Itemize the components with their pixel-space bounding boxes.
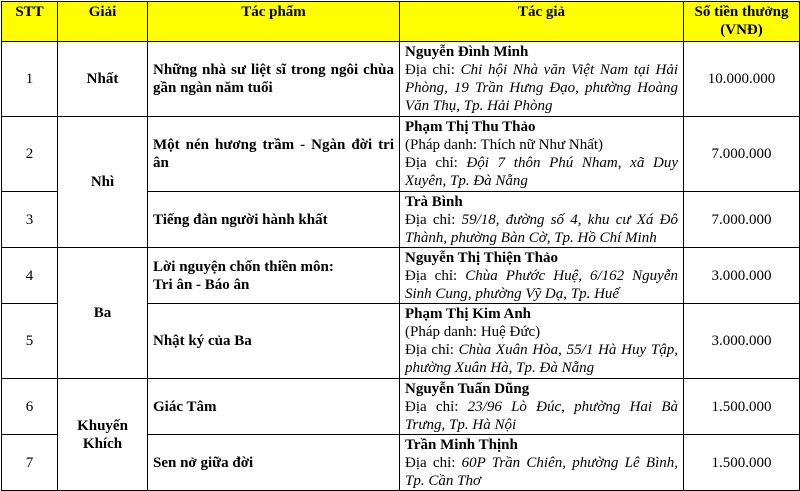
author-address: Chi hội Nhà văn Việt Nam tại Hải Phòng, 19 Trần Hưng Đạo, phường Hoàng Văn Thụ, Tp. Hải Phòng: [405, 62, 678, 114]
work-title: Nhật ký của Ba: [148, 304, 400, 379]
author-cell: [400, 304, 684, 379]
header-work: Tác phẩm: [148, 2, 400, 42]
author-name: Trần Minh Thịnh: [405, 436, 518, 453]
work-title: Tiếng đàn người hành khất: [148, 192, 400, 248]
work-title: Một nén hương trầm - Ngàn đời tri ân: [148, 117, 400, 192]
header-author: Tác giả: [400, 2, 684, 42]
work-title: Những nhà sư liệt sĩ trong ngôi chùa gần ngàn năm tuổi: [148, 42, 400, 117]
prize-cell-first: Nhất: [58, 42, 148, 117]
author-cell: [400, 248, 684, 304]
work-title: [148, 248, 400, 304]
amount-cell: 1.500.000: [684, 379, 800, 435]
stt-cell: 3: [2, 192, 58, 248]
header-amount: Số tiền thưởng (VNĐ): [684, 2, 800, 42]
header-stt: STT: [2, 2, 58, 42]
author-name: Nguyễn Tuấn Dũng: [405, 380, 530, 397]
prize-cell-third: Ba: [58, 248, 148, 379]
awards-table: [1, 1, 800, 491]
work-title-line1: Lời nguyện chốn thiền môn:: [153, 258, 334, 275]
author-cell: [400, 192, 684, 248]
address-label: Địa chỉ:: [405, 155, 467, 171]
stt-cell: 6: [2, 379, 58, 435]
amount-cell: 7.000.000: [684, 192, 800, 248]
author-address: 59/18, đường số 4, khu cư Xá Đô Thành, phường Bàn Cờ, Tp. Hồ Chí Minh: [405, 211, 679, 246]
author-cell: [400, 117, 684, 192]
header-row: [2, 2, 800, 42]
amount-cell: 10.000.000: [684, 42, 800, 117]
table-row: [2, 42, 800, 117]
stt-cell: 1: [2, 42, 58, 117]
author-name: Trà Bình: [405, 193, 463, 210]
address-label: Địa chỉ:: [405, 267, 466, 284]
author-address: Đội 7 thôn Phú Nham, xã Duy Xuyên, Tp. Đà Nẵng: [405, 155, 678, 189]
work-title-line2: Tri ân - Báo ân: [153, 276, 250, 293]
author-cell: [400, 42, 684, 117]
stt-cell: 4: [2, 248, 58, 304]
author-name: Nguyễn Đình Minh: [405, 44, 529, 60]
stt-cell: 5: [2, 304, 58, 379]
dharma-name: (Pháp danh: Thích nữ Như Nhất): [405, 137, 604, 153]
address-label: Địa chỉ:: [405, 398, 468, 415]
dharma-name: (Pháp danh: Huệ Đức): [405, 324, 541, 340]
author-cell: [400, 435, 684, 491]
table-row: [2, 379, 800, 435]
table-row: [2, 117, 800, 192]
author-name: Nguyễn Thị Thiện Thảo: [405, 249, 558, 266]
stt-cell: 7: [2, 435, 58, 491]
address-label: Địa chỉ:: [405, 211, 462, 228]
amount-cell: 3.000.000: [684, 248, 800, 304]
stt-cell: 2: [2, 117, 58, 192]
author-name: Phạm Thị Thu Thảo: [405, 119, 536, 135]
prize-cell-consolation: Khuyến Khích: [58, 379, 148, 491]
author-name: Phạm Thị Kim Anh: [405, 306, 532, 322]
amount-cell: 7.000.000: [684, 117, 800, 192]
author-address: Chùa Phước Huệ, 6/162 Nguyễn Sinh Cung, phường Vỹ Dạ, Tp. Huế: [405, 267, 678, 302]
amount-cell: 3.000.000: [684, 304, 800, 379]
work-title: Giác Tâm: [148, 379, 400, 435]
author-address: Chùa Xuân Hòa, 55/1 Hà Huy Tập, phường Xuân Hà, Tp. Đà Nẵng: [405, 342, 678, 376]
amount-cell: 1.500.000: [684, 435, 800, 491]
address-label: Địa chỉ:: [405, 62, 461, 78]
table-row: [2, 248, 800, 304]
work-title: Sen nở giữa đời: [148, 435, 400, 491]
author-address: 23/96 Lò Đúc, phường Hai Bà Trưng, Tp. Hà Nội: [405, 398, 678, 433]
author-address: 60P Trần Chiên, phường Lê Bình, Tp. Cần Thơ: [405, 454, 678, 489]
address-label: Địa chỉ:: [405, 454, 462, 471]
header-prize: Giải: [58, 2, 148, 42]
address-label: Địa chỉ:: [405, 342, 459, 358]
prize-cell-second: Nhì: [58, 117, 148, 248]
author-cell: [400, 379, 684, 435]
